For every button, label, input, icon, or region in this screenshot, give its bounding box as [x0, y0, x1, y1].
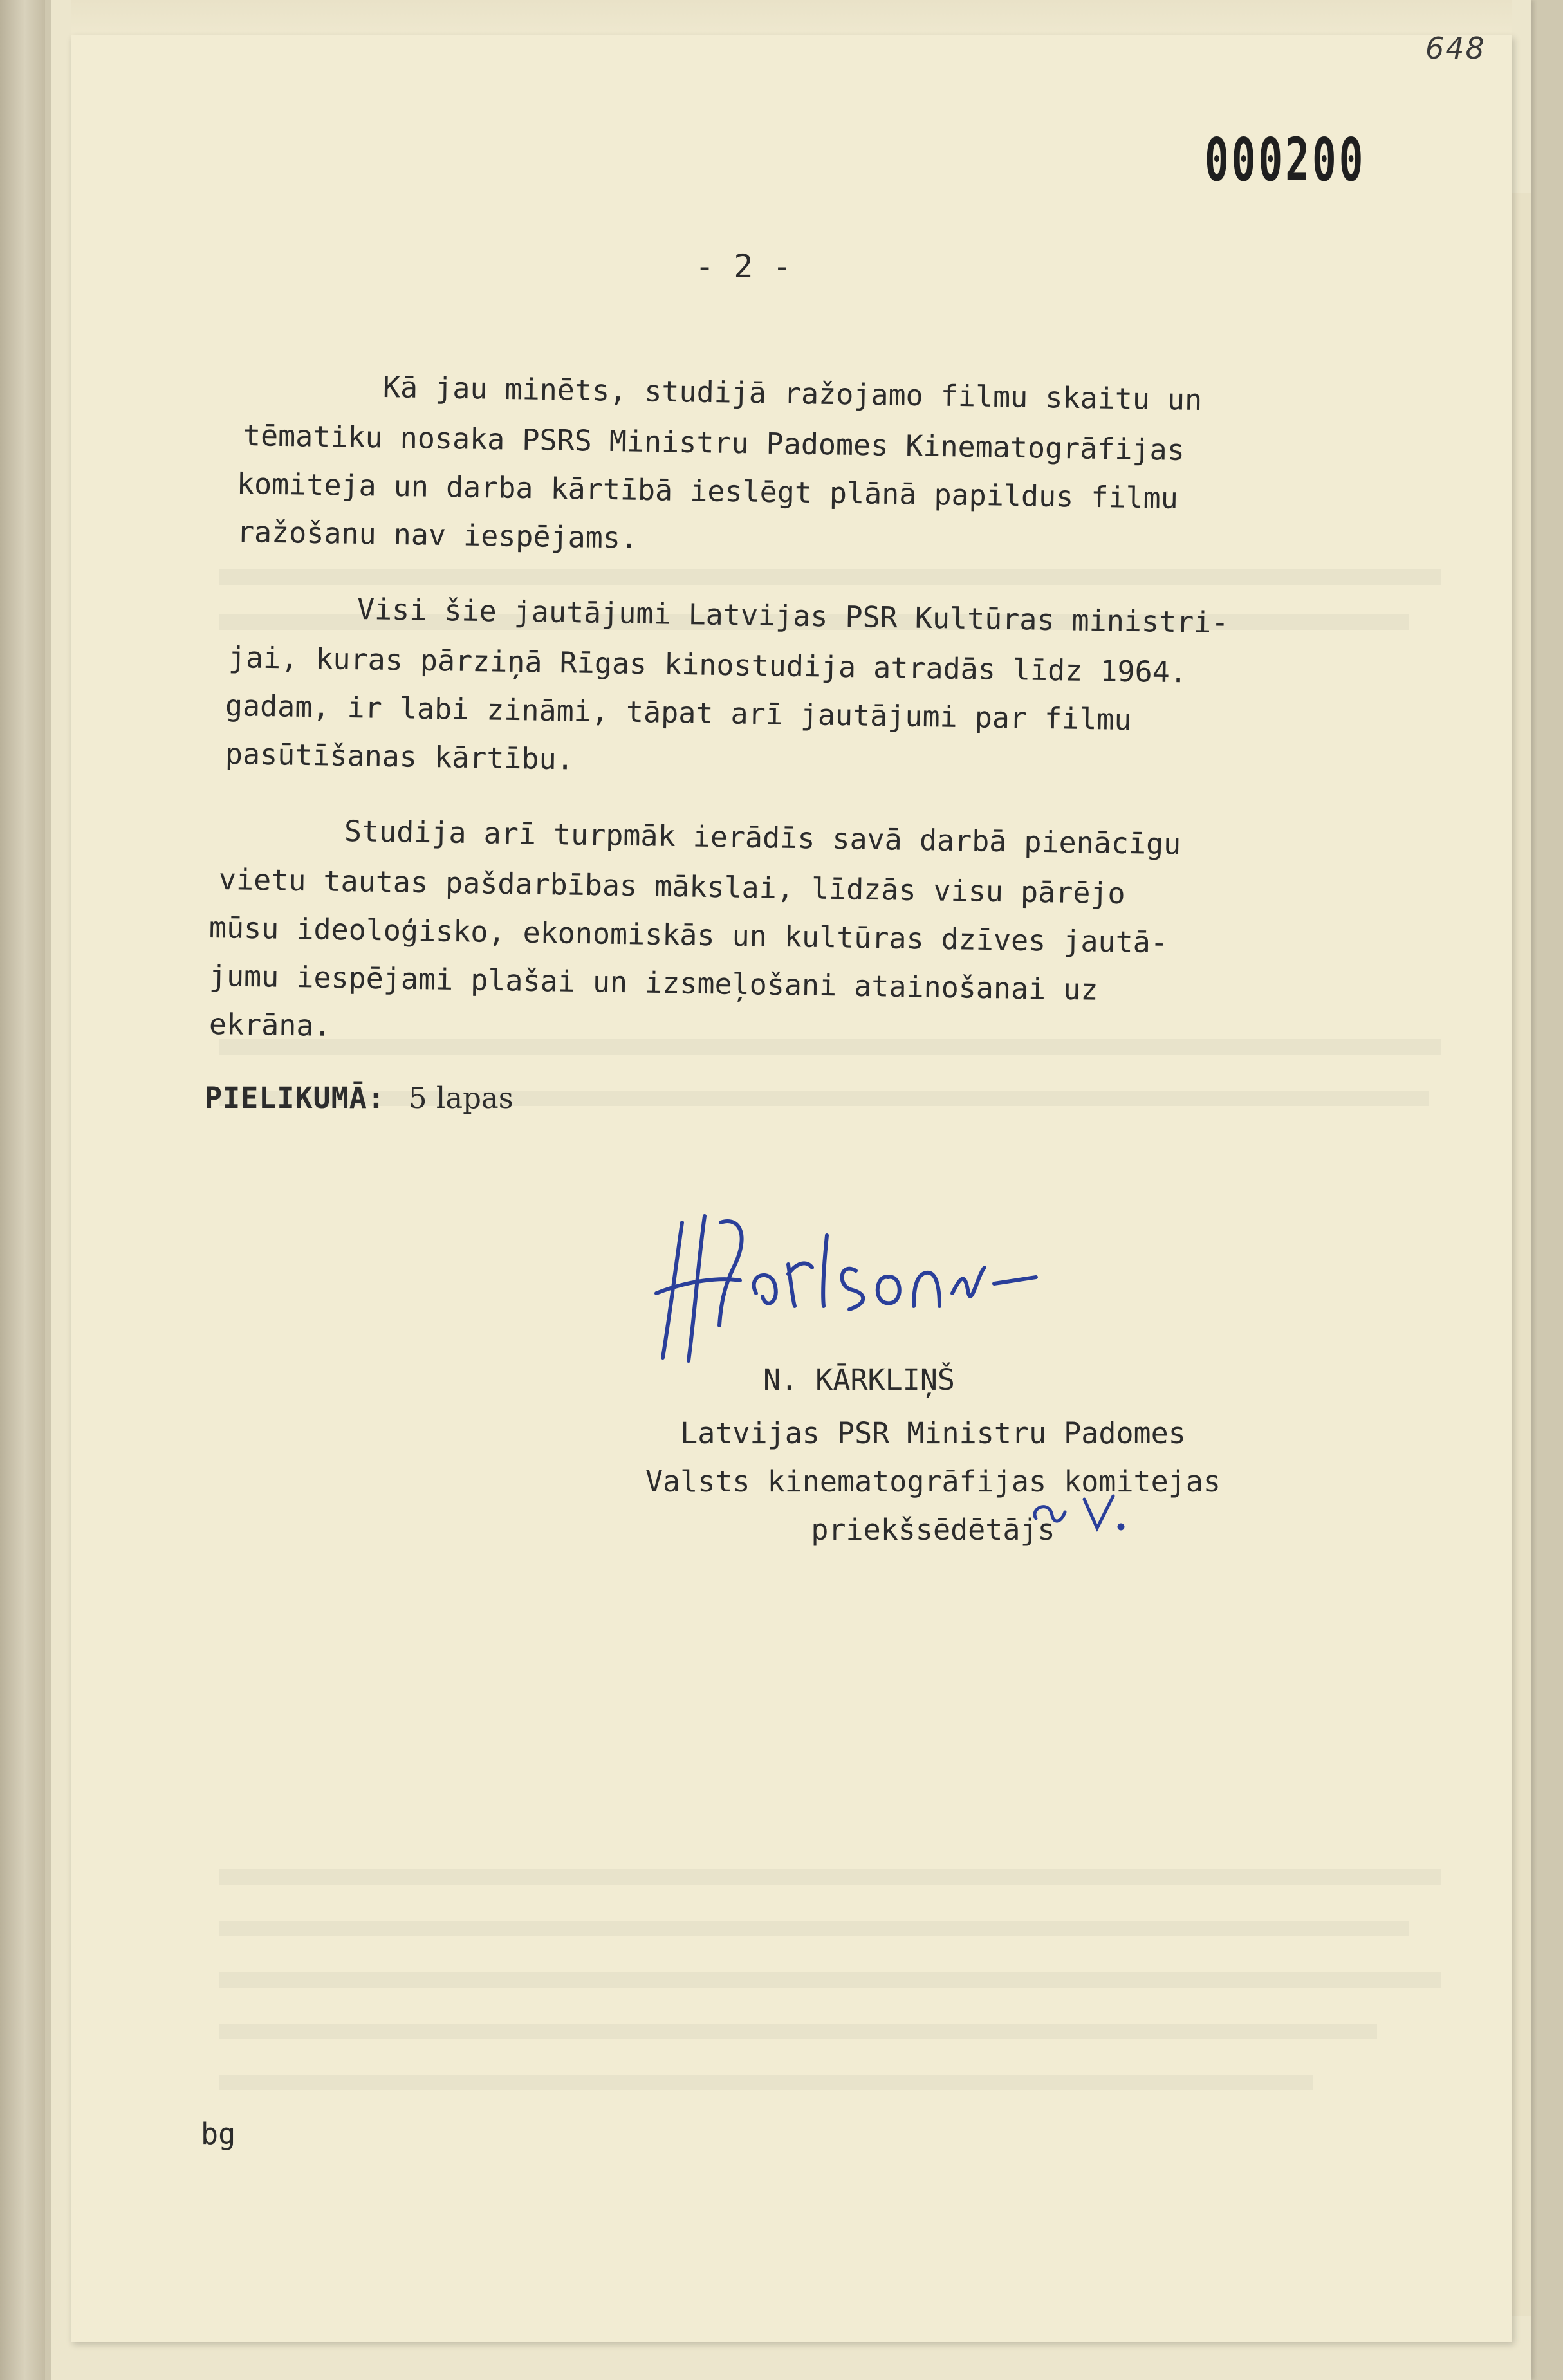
bleed-through-line — [219, 2024, 1377, 2039]
bleed-through-line — [219, 1972, 1441, 1988]
body-line: komiteja un darba kārtībā ieslēgt plānā papildus filmu — [236, 466, 1179, 515]
binder-strip — [0, 0, 45, 2380]
handwritten-signature — [643, 1197, 1042, 1377]
appendix-note — [205, 1081, 513, 1115]
typist-initials: bg — [201, 2117, 236, 2151]
body-line: Kā jau minēts, studijā ražojamo filmu skaitu un — [382, 370, 1203, 417]
body-line: ražošanu nav iespējams. — [236, 515, 638, 555]
signatory-position-line: Valsts kinematogrāfijas komitejas — [645, 1464, 1221, 1499]
handwritten-mark — [1023, 1483, 1133, 1541]
body-line: gadam, ir labi zināmi, tāpat arī jautājumi par filmu — [225, 688, 1133, 737]
appendix-label: PIELIKUMĀ: — [205, 1081, 385, 1115]
body-line: mūsu ideoloģisko, ekonomiskās un kultūras dzīves jautā- — [208, 910, 1169, 960]
body-line: tēmatiku nosaka PSRS Ministru Padomes Kinematogrāfijas — [243, 418, 1185, 467]
bleed-through-line — [219, 569, 1441, 585]
body-line: ekrāna. — [208, 1007, 332, 1043]
signatory-position-line: priekšsēdētājs — [811, 1513, 1055, 1547]
page-number: - 2 - — [695, 248, 792, 285]
stamp-number: 000200 — [1205, 125, 1366, 194]
body-line: vietu tautas pašdarbības mākslai, līdzās visu pārējo — [218, 862, 1126, 911]
bleed-through-line — [219, 2075, 1313, 2090]
appendix-value: 5 lapas — [408, 1081, 513, 1115]
body-line: pasūtīšanas kārtību. — [225, 737, 575, 777]
bleed-through-line — [219, 1039, 1441, 1055]
body-line: Visi šie jautājumi Latvijas PSR Kultūras ministri- — [356, 592, 1229, 640]
signatory-position — [579, 1409, 1287, 1554]
signatory-name: N. KĀRKLIŅŠ — [763, 1363, 956, 1397]
signatory-position-line: Latvijas PSR Ministru Padomes — [680, 1416, 1186, 1450]
bleed-through-line — [219, 1921, 1409, 1936]
archive-folio-number: 648 — [1425, 31, 1486, 66]
body-line: Studija arī turpmāk ierādīs savā darbā pienācīgu — [344, 814, 1181, 862]
body-line: jumu iespējami plašai un izsmeļošani atainošanai uz — [208, 959, 1098, 1007]
bleed-through-line — [219, 1869, 1441, 1885]
body-line: jai, kuras pārziņā Rīgas kinostudija atradās līdz 1964. — [228, 640, 1188, 690]
